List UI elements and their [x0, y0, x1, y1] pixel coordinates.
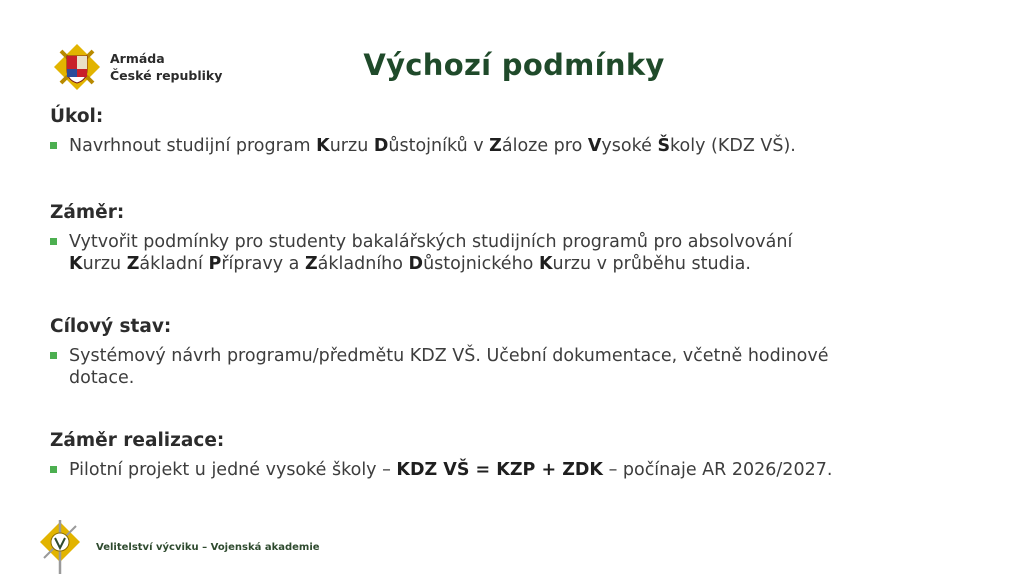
logo-line1: Armáda: [110, 51, 165, 66]
footer: [36, 518, 320, 576]
bold-text: Z: [126, 254, 140, 274]
bold-text: K: [69, 254, 83, 274]
section-ukol: [50, 106, 990, 157]
text-segment: dotace.: [69, 368, 135, 388]
army-emblem-icon: [52, 42, 102, 92]
text-segment: ůstojnického: [423, 254, 539, 274]
academy-emblem-icon: [36, 518, 84, 576]
text-segment: áloze pro: [501, 136, 588, 156]
text-segment: ůstojníků v: [388, 136, 490, 156]
bold-text: KDZ VŠ = KZP + ZDK: [396, 460, 603, 480]
bullet-square-icon: [50, 238, 57, 245]
section-zamer: [50, 202, 990, 275]
bullet-item: [50, 231, 990, 275]
bold-text: V: [587, 136, 602, 156]
bullet-line: [69, 253, 990, 275]
text-segment: Pilotní projekt u jedné vysoké školy –: [69, 460, 397, 480]
army-logo: [52, 42, 222, 92]
bullet-item: [50, 459, 990, 481]
bold-text: P: [208, 254, 222, 274]
text-segment: Navrhnout studijní program: [69, 136, 317, 156]
text-segment: ákladního: [317, 254, 409, 274]
section-heading: Záměr:: [50, 202, 125, 223]
bullet-square-icon: [50, 352, 57, 359]
bullet-line: [69, 459, 990, 481]
page-title: Výchozí podmínky: [363, 48, 665, 82]
bold-text: Z: [304, 254, 318, 274]
bullet-square-icon: [50, 142, 57, 149]
bold-text: K: [316, 136, 330, 156]
text-segment: urzu: [329, 136, 374, 156]
bold-text: Z: [489, 136, 502, 156]
army-logo-text: [110, 50, 222, 84]
footer-text: Velitelství výcviku – Vojenská akademie: [96, 541, 320, 553]
bullet-square-icon: [50, 466, 57, 473]
text-segment: ákladní: [139, 254, 209, 274]
section-heading: Cílový stav:: [50, 316, 172, 337]
bold-text: D: [373, 136, 389, 156]
bullet-item: [50, 135, 990, 157]
bullet-item: [50, 345, 990, 389]
bullet-line: [69, 231, 990, 253]
text-segment: urzu v průběhu studia.: [552, 254, 751, 274]
text-segment: urzu: [82, 254, 127, 274]
text-segment: Systémový návrh programu/předmětu KDZ VŠ. Učební dokumentace, včetně hodinové: [69, 346, 829, 366]
section-cilovy-stav: [50, 316, 990, 389]
text-segment: koly (KDZ VŠ).: [670, 136, 796, 156]
text-segment: Vytvořit podmínky pro studenty bakalářských studijních programů pro absolvování: [69, 232, 793, 252]
bullet-line: [69, 367, 990, 389]
text-segment: řípravy a: [221, 254, 305, 274]
text-segment: – počínaje AR 2026/2027.: [603, 460, 833, 480]
bold-text: K: [538, 254, 553, 274]
bold-text: Š: [657, 136, 671, 156]
bullet-line: [69, 345, 990, 367]
section-zamer-realizace: [50, 430, 990, 481]
section-heading: Záměr realizace:: [50, 430, 225, 451]
section-heading: Úkol:: [50, 106, 104, 127]
logo-line2: České republiky: [110, 68, 223, 83]
text-segment: ysoké: [601, 136, 658, 156]
bullet-line: [69, 135, 990, 157]
bold-text: D: [408, 254, 424, 274]
